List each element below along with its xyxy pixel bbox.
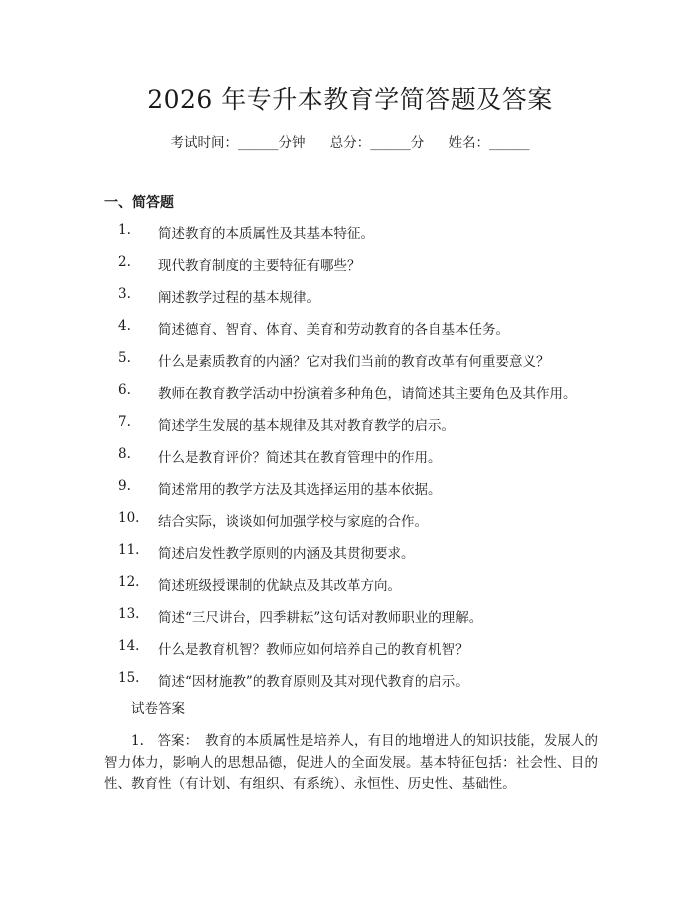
list-item [104,446,624,478]
question-text: 简述德育、智育、体育、美育和劳动教育的各自基本任务。 [158,322,509,338]
question-text: 简述常用的教学方法及其选择运用的基本依据。 [158,482,442,498]
question-text: 现代教育制度的主要特征有哪些？ [158,258,361,274]
answer-paragraph: 1. 答案： 教育的本质属性是培养人，有目的地增进人的知识技能，发展人的智力体力，影响人的思想品德，促进人的全面发展。基本特征包括：社会性、目的性、教育性（有计划、有组织、有系统）、永恒性、历史性、基础性。 [104,733,598,792]
list-item [104,414,624,446]
question-number: 1. [118,222,131,238]
exam-time: 考试时间：______分钟 [170,135,306,151]
question-text: 简述学生发展的基本规律及其对教育教学的启示。 [158,418,455,434]
question-number: 13. [118,606,140,622]
list-item [104,542,624,574]
list-item [104,254,624,286]
question-text: 简述班级授课制的优缺点及其改革方向。 [158,578,401,594]
question-text: 简述“因材施教”的教育原则及其对现代教育的启示。 [158,674,469,690]
list-item [104,382,624,414]
list-item [104,222,624,254]
list-item [104,510,624,542]
question-number: 4. [118,318,131,334]
question-text: 阐述教学过程的基本规律。 [158,290,320,306]
list-item [104,606,624,638]
question-number: 9. [118,478,131,494]
question-text: 简述教育的本质属性及其基本特征。 [158,226,374,242]
question-number: 3. [118,286,131,302]
exam-meta [0,131,700,151]
question-text: 教师在教育教学活动中扮演着多种角色，请简述其主要角色及其作用。 [158,386,577,402]
page-title: 2026 年专升本教育学简答题及答案 [147,85,553,114]
question-number: 11. [118,542,140,558]
answers-title: 试卷答案 [131,701,185,717]
question-text: 简述“三尺讲台，四季耕耘”这句话对教师职业的理解。 [158,610,483,626]
exam-score: 总分：______分 [329,135,425,151]
question-text: 结合实际，谈谈如何加强学校与家庭的合作。 [158,514,428,530]
question-text: 简述启发性教学原则的内涵及其贯彻要求。 [158,546,415,562]
question-number: 10. [118,510,140,526]
list-item [104,350,624,382]
list-item [104,478,624,510]
question-list [104,222,624,702]
list-item [104,574,624,606]
question-number: 12. [118,574,140,590]
question-number: 15. [118,670,140,686]
question-text: 什么是素质教育的内涵？它对我们当前的教育改革有何重要意义？ [158,354,550,370]
list-item [104,318,624,350]
list-item [104,286,624,318]
question-number: 6. [118,382,131,398]
question-number: 14. [118,638,140,654]
question-number: 5. [118,350,131,366]
section-title: 一、简答题 [104,195,174,211]
question-number: 2. [118,254,131,270]
question-number: 7. [118,414,131,430]
exam-name: 姓名：______ [448,135,530,151]
question-text: 什么是教育评价？简述其在教育管理中的作用。 [158,450,442,466]
question-number: 8. [118,446,131,462]
question-text: 什么是教育机智？教师应如何培养自己的教育机智？ [158,642,469,658]
list-item [104,638,624,670]
